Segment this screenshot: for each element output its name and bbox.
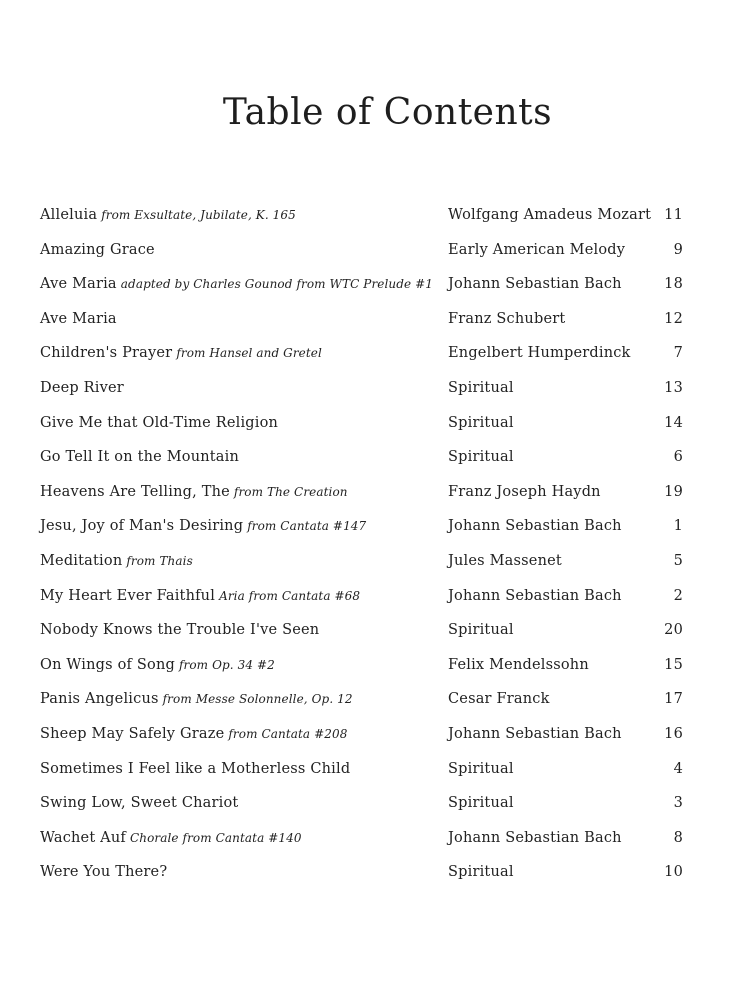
- page-number: 17: [664, 691, 683, 708]
- piece-title: Give Me that Old-Time Religion: [40, 414, 279, 431]
- composer-name: Wolfgang Amadeus Mozart: [448, 207, 652, 223]
- piece-subtitle: from The Creation: [233, 484, 348, 499]
- toc-title-cell: [40, 691, 353, 707]
- piece-title: My Heart Ever Faithful: [40, 587, 216, 604]
- toc-row: [0, 341, 745, 376]
- toc-title-cell: [40, 622, 319, 638]
- toc-title-cell: [40, 380, 124, 396]
- page-number: 20: [664, 622, 683, 639]
- toc-row: [0, 549, 745, 584]
- piece-subtitle: from Exsultate, Jubilate, K. 165: [101, 208, 296, 222]
- piece-title: Ave Maria: [40, 276, 117, 293]
- toc-row: [0, 307, 745, 342]
- toc-title-cell: [40, 795, 238, 811]
- toc-title-cell: [40, 588, 360, 604]
- toc-row: [0, 722, 745, 757]
- piece-title: Ave Maria: [40, 310, 117, 327]
- page-number: 14: [664, 414, 683, 431]
- toc-row: [0, 791, 745, 826]
- toc-title-cell: [40, 864, 167, 880]
- composer-name: Spiritual: [448, 379, 514, 396]
- piece-title: Panis Angelicus: [40, 691, 159, 708]
- toc-row: [0, 653, 745, 688]
- composer-name: Spiritual: [448, 795, 514, 812]
- page-number: 9: [673, 241, 683, 258]
- composer-name: Jules Massenet: [448, 552, 562, 569]
- composer-name: Johann Sebastian Bach: [448, 518, 622, 535]
- page-number: 2: [673, 587, 683, 604]
- toc-title-cell: [40, 415, 278, 431]
- toc-title-cell: [40, 242, 155, 258]
- piece-title: Children's Prayer: [40, 345, 173, 362]
- toc-title-cell: [40, 276, 433, 292]
- piece-title: Wachet Auf: [40, 829, 126, 846]
- toc-row: [0, 411, 745, 446]
- toc-row: [0, 687, 745, 722]
- page-number: 16: [664, 725, 683, 742]
- piece-title: On Wings of Song: [40, 656, 175, 673]
- piece-subtitle: from Cantata #208: [228, 726, 348, 741]
- piece-subtitle: Chorale from Cantata #140: [129, 830, 302, 845]
- page-number: 5: [673, 552, 683, 569]
- toc-title-cell: [40, 553, 193, 569]
- composer-name: Engelbert Humperdinck: [448, 345, 631, 362]
- toc-row: [0, 445, 745, 480]
- page-number: 18: [664, 276, 683, 293]
- page-number: 15: [664, 656, 683, 673]
- composer-name: Johann Sebastian Bach: [448, 829, 622, 846]
- page-number: 11: [664, 207, 683, 223]
- composer-name: Johann Sebastian Bach: [448, 725, 622, 742]
- composer-name: Spiritual: [448, 449, 514, 466]
- page-number: 10: [664, 864, 683, 881]
- toc-row: [0, 203, 745, 238]
- toc-row: [0, 584, 745, 619]
- toc-title-cell: [40, 311, 117, 327]
- composer-name: Spiritual: [448, 760, 514, 777]
- toc-title-cell: [40, 726, 347, 742]
- page-number: 4: [673, 760, 683, 777]
- composer-name: Spiritual: [448, 414, 514, 431]
- piece-title: Heavens Are Telling, The: [40, 483, 230, 500]
- toc-row: [0, 238, 745, 273]
- composer-name: Franz Schubert: [448, 310, 566, 327]
- toc-title-cell: [40, 449, 239, 465]
- toc-row: [0, 826, 745, 861]
- toc-row: [0, 376, 745, 411]
- composer-name: Johann Sebastian Bach: [448, 587, 622, 604]
- piece-subtitle: adapted by Charles Gounod from WTC Prelude #1: [120, 277, 434, 292]
- toc-row: [0, 272, 745, 307]
- toc-title-cell: [40, 207, 296, 223]
- page-number: 6: [673, 449, 683, 466]
- piece-title: Deep River: [40, 379, 124, 396]
- page-number: 3: [673, 795, 683, 812]
- piece-title: Meditation: [40, 552, 123, 569]
- page-number: 8: [673, 829, 683, 846]
- toc-title-cell: [40, 830, 302, 846]
- page-title: Table of Contents: [222, 92, 553, 133]
- toc-title-cell: [40, 345, 322, 361]
- piece-title: Sometimes I Feel like a Motherless Child: [40, 760, 351, 777]
- page-number: 12: [664, 310, 683, 327]
- toc-row: [0, 860, 745, 895]
- toc-title-cell: [40, 518, 366, 534]
- composer-name: Felix Mendelssohn: [448, 656, 589, 673]
- piece-title: Were You There?: [40, 864, 168, 881]
- toc-row: [0, 480, 745, 515]
- piece-subtitle: Aria from Cantata #68: [219, 588, 361, 603]
- toc-row: [0, 757, 745, 792]
- composer-name: Spiritual: [448, 622, 514, 639]
- piece-title: Swing Low, Sweet Chariot: [40, 795, 239, 812]
- composer-name: Early American Melody: [448, 241, 626, 258]
- composer-name: Cesar Franck: [448, 691, 550, 708]
- piece-subtitle: from Thais: [126, 553, 193, 568]
- piece-subtitle: from Cantata #147: [247, 519, 367, 534]
- piece-title: Go Tell It on the Mountain: [40, 449, 240, 466]
- composer-name: Johann Sebastian Bach: [448, 276, 622, 293]
- toc-title-cell: [40, 657, 275, 673]
- composer-name: Franz Joseph Haydn: [448, 483, 601, 500]
- piece-title: Amazing Grace: [40, 241, 155, 258]
- toc-title-cell: [40, 484, 348, 500]
- piece-title: Nobody Knows the Trouble I've Seen: [40, 622, 320, 639]
- toc-row: [0, 514, 745, 549]
- toc-list: [0, 203, 745, 895]
- piece-subtitle: from Op. 34 #2: [178, 657, 275, 672]
- page-number: 19: [664, 483, 683, 500]
- toc-title-cell: [40, 761, 350, 777]
- composer-name: Spiritual: [448, 864, 514, 881]
- toc-row: [0, 618, 745, 653]
- page-number: 7: [673, 345, 683, 362]
- piece-title: Jesu, Joy of Man's Desiring: [40, 518, 244, 535]
- page-number: 13: [664, 379, 683, 396]
- page-number: 1: [673, 518, 683, 535]
- piece-title: Alleluia: [40, 207, 98, 223]
- piece-title: Sheep May Safely Graze: [40, 725, 225, 742]
- piece-subtitle: from Hansel and Gretel: [176, 346, 322, 361]
- piece-subtitle: from Messe Solonnelle, Op. 12: [162, 692, 353, 707]
